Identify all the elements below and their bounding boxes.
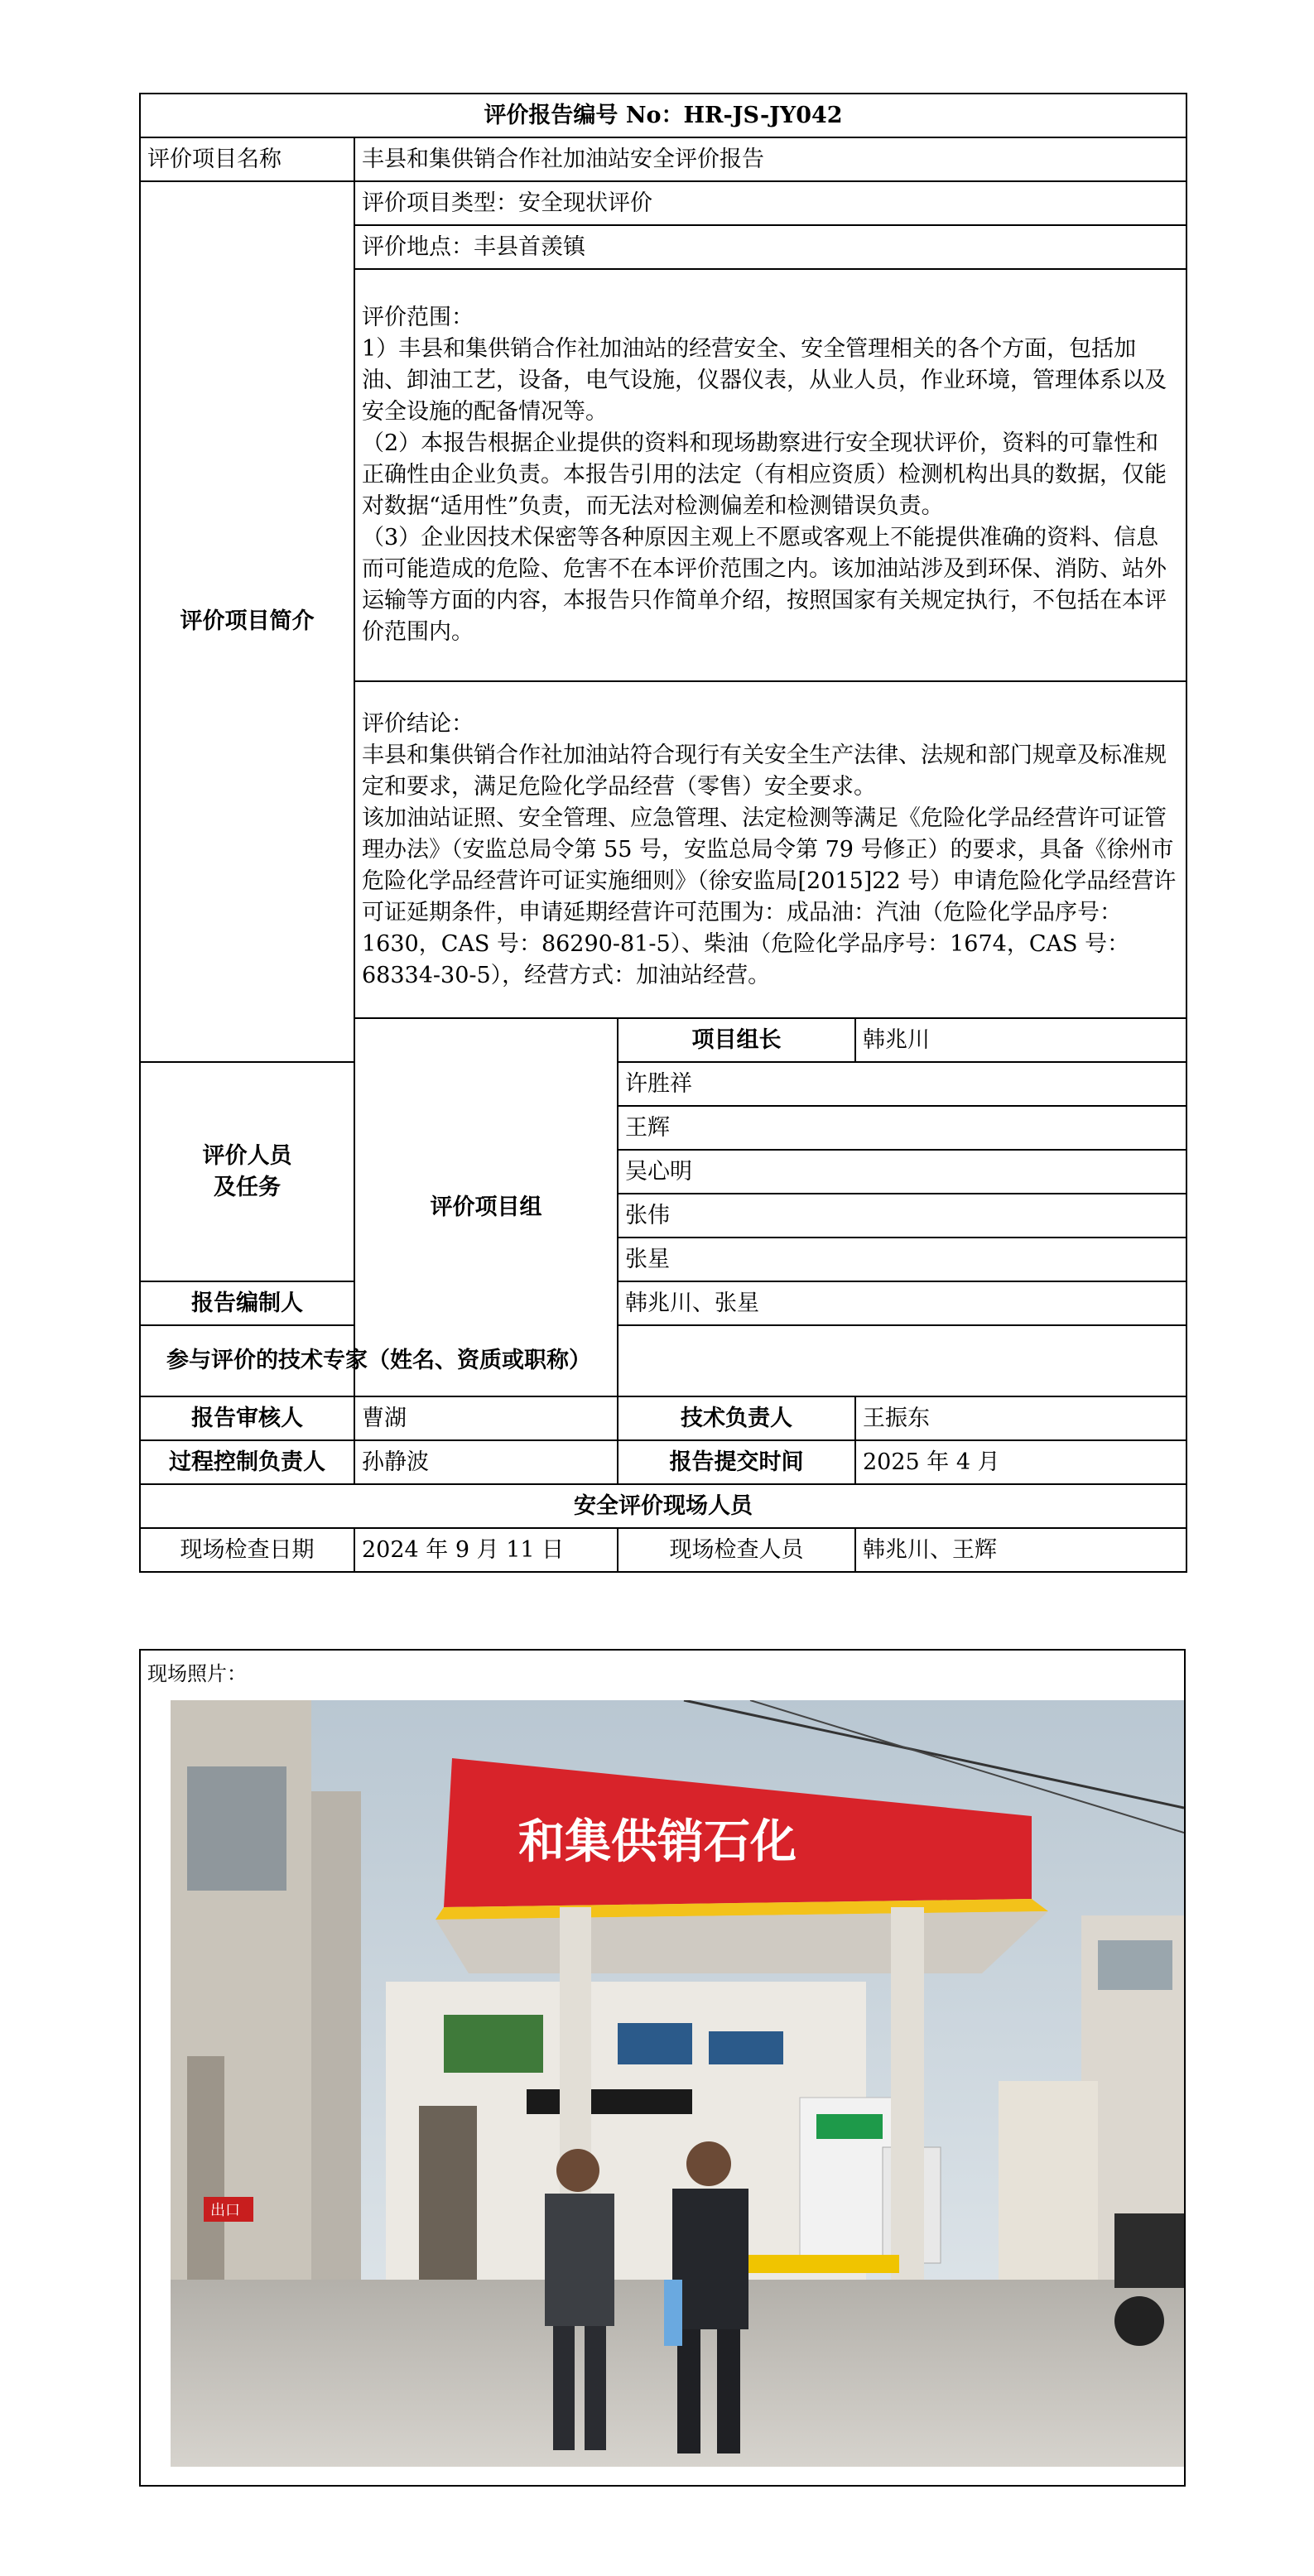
scope-item-2: （2）本报告根据企业提供的资料和现场勘察进行安全现状评价，资料的可靠性和正确性由企业负责。本报告引用的法定（有相应资质）检测机构出具的数据，仅能对数据“适用性”负责，而无法对检测偏差和检测错误负责。 [362, 430, 1167, 519]
leader-name: 韩兆川 [855, 1018, 1186, 1062]
submit-time: 2025 年 4 月 [855, 1440, 1186, 1484]
tech-lead-label: 技术负责人 [618, 1396, 855, 1440]
scope-section [354, 269, 1186, 681]
report-table [139, 93, 1187, 1573]
member-name: 王辉 [618, 1106, 1186, 1150]
intro-label: 评价项目简介 [140, 181, 354, 1062]
exit-sign-text: 出口 [210, 2202, 240, 2219]
member-name: 吴心明 [618, 1150, 1186, 1194]
submit-time-label: 报告提交时间 [618, 1440, 855, 1484]
member-name: 许胜祥 [618, 1062, 1186, 1106]
tech-lead-name: 王振东 [855, 1396, 1186, 1440]
members-label: 评价人员 及任务 [140, 1062, 354, 1281]
compiler-names: 韩兆川、张星 [618, 1281, 1186, 1325]
conclusion-text-2: 该加油站证照、安全管理、应急管理、法定检测等满足《危险化学品经营许可证管理办法》（安监总局令第 55 号，安监总局令第 79 号修正）的要求，具备《徐州市危险化学品经营许可证实施细则》（徐安监局[2015]22 号）申请危险化学品经营许可证延期条件，申请延期经营许可范围为：成品油：汽油（危险化学品序号：1630，CAS 号：86290-81-5）、柴油（危险化学品序号：1674，CAS 号：68334-30-5），经营方式：加油站经营。 [362, 805, 1177, 988]
process-control-name: 孙静波 [354, 1440, 618, 1484]
conclusion-title: 评价结论： [362, 710, 474, 737]
compiler-label: 报告编制人 [140, 1281, 354, 1325]
scope-item-3: （3）企业因技术保密等各种原因主观上不愿或客观上不能提供准确的资料、信息而可能造成的危险、危害不在本评价范围之内。该加油站涉及到环保、消防、站外运输等方面的内容，本报告只作简单介绍，按照国家有关规定执行，不包括在本评价范围内。 [362, 525, 1167, 645]
project-location: 评价地点：丰县首羡镇 [354, 225, 1186, 269]
conclusion-section [354, 681, 1186, 1018]
station-sign-text: 和集供销石化 [518, 1815, 797, 1869]
conclusion-text-1: 丰县和集供销合作社加油站符合现行有关安全生产法律、法规和部门规章及标准规定和要求，满足危险化学品经营（零售）安全要求。 [362, 742, 1167, 800]
reviewer-name: 曹湖 [354, 1396, 618, 1440]
photo-label: 现场照片： [147, 1662, 247, 1685]
scope-title: 评价范围： [362, 305, 474, 330]
process-control-label: 过程控制负责人 [140, 1440, 354, 1484]
report-number: 评价报告编号 No：HR-JS-JY042 [140, 94, 1186, 137]
reviewer-label: 报告审核人 [140, 1396, 354, 1440]
onsite-title: 安全评价现场人员 [140, 1484, 1186, 1528]
onsite-people: 韩兆川、王辉 [855, 1528, 1186, 1572]
group-label: 评价项目组 [354, 1018, 618, 1396]
onsite-date-label: 现场检查日期 [140, 1528, 354, 1572]
onsite-people-label: 现场检查人员 [618, 1528, 855, 1572]
onsite-date: 2024 年 9 月 11 日 [354, 1528, 618, 1572]
site-photo [171, 1700, 1184, 2467]
scope-item-1: 1）丰县和集供销合作社加油站的经营安全、安全管理相关的各个方面，包括加油、卸油工艺，设备，电气设施，仪器仪表，从业人员，作业环境，管理体系以及安全设施的配备情况等。 [362, 336, 1167, 425]
photo-section [139, 1649, 1186, 2487]
member-name: 张星 [618, 1238, 1186, 1281]
leader-label: 项目组长 [618, 1018, 855, 1062]
project-type: 评价项目类型：安全现状评价 [354, 181, 1186, 225]
experts-label: 参与评价的技术专家（姓名、资质或职称） [140, 1325, 618, 1396]
project-name: 丰县和集供销合作社加油站安全评价报告 [354, 137, 1186, 181]
member-name: 张伟 [618, 1194, 1186, 1238]
experts-value [618, 1325, 1186, 1396]
project-name-label: 评价项目名称 [140, 137, 354, 181]
